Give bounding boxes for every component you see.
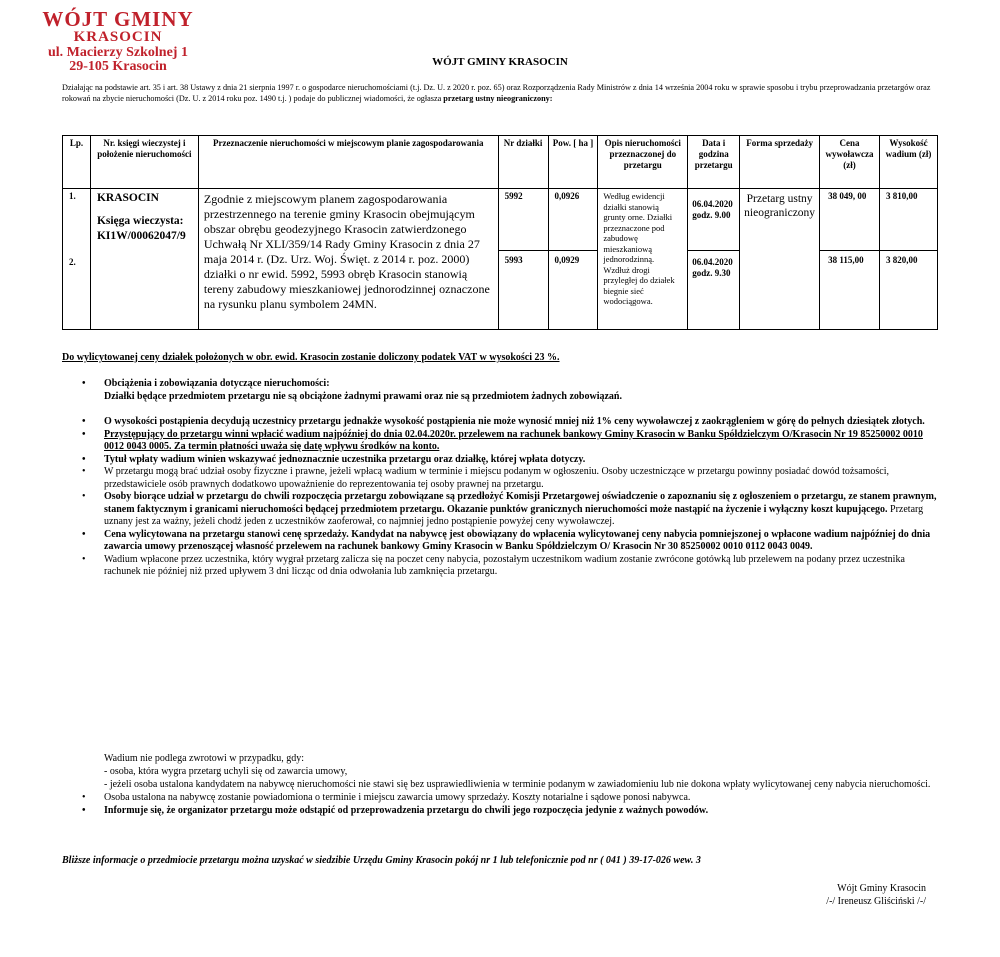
- row2-pow: 0,0929: [554, 255, 580, 265]
- header-wadium: Wysokość wadium (zł): [880, 136, 938, 189]
- lower-l1: Wadium nie podlega zwrotowi w przypadku, gdy:: [104, 753, 304, 764]
- property-table: [62, 135, 938, 330]
- conditions-list: [62, 378, 942, 579]
- row2-date: 06.04.2020: [692, 257, 733, 267]
- list-item: • Tytuł wpłaty wadium winien wskazywać jednoznacznie uczestnika przetargu oraz działkę, której wpłata dotyczy.: [62, 454, 942, 467]
- signature-name: /-/ Ireneusz Gliściński /-/: [826, 896, 926, 907]
- row2-time: godz. 9.30: [692, 268, 731, 278]
- vat-note: Do wylicytowanej ceny działek położonych w obr. ewid. Krasocin zostanie doliczony podatek VAT w wysokości 23 %.: [62, 352, 560, 363]
- list-item: • Informuje się, że organizator przetargu może odstąpić od przeprowadzenia przetargu do chwili jego rozpoczęcia jedynie z ważnych powodów.: [62, 804, 942, 817]
- list-item: • Wadium wpłacone przez uczestnika, który wygrał przetarg zalicza się na poczet ceny nabycia, pozostałym uczestnikom wadium zostanie zwrócone gotówką lub przelewem na podany przez uczestnika rachunek nie później niż przed upływem 3 dni licząc od dnia odwołania lub zamknięcia przetargu.: [62, 554, 942, 579]
- przeznaczenie-text: Zgodnie z miejscowym planem zagospodarowania przestrzennego na terenie gminy Krasocin obejmującym obszar obrębu geodezyjnego Krasocin zatwierdzonego Uchwałą Nr XLI/359/14 Rady Gminy Krasocin z dnia 27 maja 2014 r. (Dz. Urz. Woj. Święt. z 2014 r. poz. 2000) działki o nr ewid. 5992, 5993 obręb Krasocin stanowią tereny zabudowy mieszkaniowej jednorodzinnej oznaczone na rysunku planu symbolem 24MN.: [203, 192, 490, 311]
- opis-cell: [598, 189, 688, 330]
- header-pow: Pow. [ ha ]: [548, 136, 598, 189]
- kw-number: KI1W/00062047/9: [96, 230, 186, 242]
- b6-bold: Osoby biorące udział w przetargu do chwili rozpoczęcia przetargu zobowiązane są przedłożyć Komisji Przetargowej oświadczenie o zapoznaniu się z ogłoszeniem o przetargu, ze stanem prawnym, stanem faktycznym i granicami nieruchomości będącej przedmiotem przetargu. Okazanie punktów granicznych nieruchomości może nastąpić na życzenie i wyłączny koszt kupującego.: [104, 491, 937, 515]
- lower-l3: - jeżeli osoba ustalona kandydatem na nabywcę nieruchomości nie stawi się bez usprawiedliwienia w terminie podanym w zawiadomieniu lub nie dokona wpłaty wylicytowanej ceny nabycia nieruchomości.: [104, 779, 931, 790]
- header-przeznaczenie: Przeznaczenie nieruchomości w miejscowym planie zagospodarowania: [198, 136, 498, 189]
- list-item: • Cena wylicytowana na przetargu stanowi cenę sprzedaży. Kandydat na nabywcę jest obowiązany do wpłacenia wylicytowanej ceny nabycia pomniejszonej o wpłacone wadium najpóźniej do dnia zawarcia umowy przenoszącej własność przelewem na rachunek bankowy Gminy Krasocin w Banku Spółdzielczym O/ Krasocin Nr 30 85250002 0010 0112 0043 0049.: [62, 529, 942, 554]
- list-item: • O wysokości postąpienia decydują uczestnicy przetargu jednakże wysokość postąpienia nie może wynosić mniej niż 1% ceny wywoławczej z zaokrągleniem w górę do pełnych dziesiątek złotych.: [62, 416, 942, 429]
- cena-cell: [820, 189, 880, 330]
- header-lp: Lp.: [63, 136, 91, 189]
- row1-pow: 0,0926: [554, 191, 580, 201]
- row1-cena: 38 049, 00: [828, 191, 867, 201]
- kw-place: KRASOCIN: [96, 192, 159, 204]
- contact-info: Bliższe informacje o przedmiocie przetargu można uzyskać w siedzibie Urzędu Gminy Krasocin pokój nr 1 lub telefonicznie pod nr ( 041 ) 39-17-026 wew. 3: [62, 855, 701, 866]
- list-item: • W przetargu mogą brać udział osoby fizyczne i prawne, jeżeli wpłacą wadium w terminie i miejscu podanym w ogłoszeniu. Osoby uczestniczące w przetargu powinny posiadać dowód tożsamości, przedstawiciele osób prawnych dodatkowo upoważnienie do reprezentowania tej osoby prawnej na przetargu.: [62, 466, 942, 491]
- data-cell: [688, 189, 740, 330]
- nr-cell: [498, 189, 548, 330]
- opis-text: Według ewidencji działki stanowią grunty orne. Działki przeznaczone pod zabudowę mieszkaniową jednorodzinną. Wzdłuż drogi przyległej do działek biegnie sieć wodociągowa.: [603, 191, 675, 306]
- stamp-line-4: 29-105 Krasocin: [69, 59, 167, 75]
- row1-time: godz. 9.00: [692, 210, 731, 220]
- row1-nr: 5992: [504, 191, 523, 201]
- lp-cell: [63, 189, 91, 330]
- table-row: [63, 189, 938, 330]
- b6-rest: Przetarg uznany jest za ważny, jeżeli chodź jeden z uczestników zaoferował, co najmniej jedno postąpienie powyżej ceny wywoławczej.: [104, 503, 924, 527]
- lp-1: 1.: [69, 191, 76, 201]
- przeznaczenie-cell: [198, 189, 498, 330]
- header-forma: Forma sprzedaży: [740, 136, 820, 189]
- pow-cell: [548, 189, 598, 330]
- header-opis: Opis nieruchomości przeznaczonej do przetargu: [598, 136, 688, 189]
- forma-text: Przetarg ustny nieograniczony: [744, 193, 816, 219]
- list-item: [62, 378, 942, 403]
- stamp-line-2: KRASOCIN: [73, 29, 163, 46]
- signature-role: Wójt Gminy Krasocin: [837, 883, 926, 894]
- kw-label: Księga wieczysta:: [96, 215, 184, 227]
- header-kw: Nr. księgi wieczystej i położenie nieruchomości: [90, 136, 198, 189]
- list-item: • Przystępujący do przetargu winni wpłacić wadium najpóźniej do dnia 02.04.2020r. przelewem na rachunek bankowy Gminy Krasocin w Banku Spółdzielczym O/Krasocin Nr 19 85250002 0010 0012 0043 0005. Za termin płatności uważa się datę wpływu środków na konto.: [62, 429, 942, 454]
- row2-wadium: 3 820,00: [886, 255, 918, 265]
- row2-nr: 5993: [504, 255, 523, 265]
- header-cena: Cena wywoławcza (zł): [820, 136, 880, 189]
- kw-cell: [90, 189, 198, 330]
- header-nr: Nr działki: [498, 136, 548, 189]
- intro-bold-tail: przetarg ustny nieograniczony:: [443, 94, 553, 103]
- row1-wadium: 3 810,00: [886, 191, 918, 201]
- forma-cell: [740, 189, 820, 330]
- intro-paragraph: [62, 82, 942, 104]
- signature-block: [826, 882, 926, 908]
- list-item: [62, 491, 942, 529]
- lower-l2: - osoba, która wygra przetarg uchyli się od zawarcia umowy,: [104, 766, 348, 777]
- row2-cena: 38 115,00: [828, 255, 864, 265]
- stamp-line-3: ul. Macierzy Szkolnej 1: [48, 44, 188, 60]
- header-data: Data i godzina przetargu: [688, 136, 740, 189]
- table-header-row: [63, 136, 938, 189]
- row1-date: 06.04.2020: [692, 199, 733, 209]
- wadium-conditions: [62, 752, 942, 817]
- intro-text: Działając na podstawie art. 35 i art. 38 Ustawy z dnia 21 sierpnia 1997 r. o gospodarce nieruchomościami (t.j. Dz. U. z 2020 r. poz. 65) oraz Rozporządzenia Rady Ministrów z dnia 14 września 2004 roku w sprawie sposobu i trybu przeprowadzania przetargów oraz rokowań na zbycie nieruchomości (Dz. U. z 2014 roku poz. 1490 t.j. ) podaje do publicznej wiadomości, że ogłasza: [62, 83, 931, 103]
- list-item: • Osoba ustalona na nabywcę zostanie powiadomiona o terminie i miejscu zawarcia umowy sprzedaży. Koszty notarialne i sądowe ponosi nabywca.: [62, 791, 942, 804]
- document-title: WÓJT GMINY KRASOCIN: [432, 56, 568, 68]
- stamp-line-1: WÓJT GMINY: [42, 7, 194, 31]
- b1-text: Działki będące przedmiotem przetargu nie są obciążone żadnymi prawami oraz nie są przedmiotem żadnych zobowiązań.: [104, 390, 622, 402]
- lp-2: 2.: [69, 257, 76, 267]
- wadium-cell: [880, 189, 938, 330]
- b1-title: • Obciążenia i zobowiązania dotyczące nieruchomości:: [104, 378, 330, 389]
